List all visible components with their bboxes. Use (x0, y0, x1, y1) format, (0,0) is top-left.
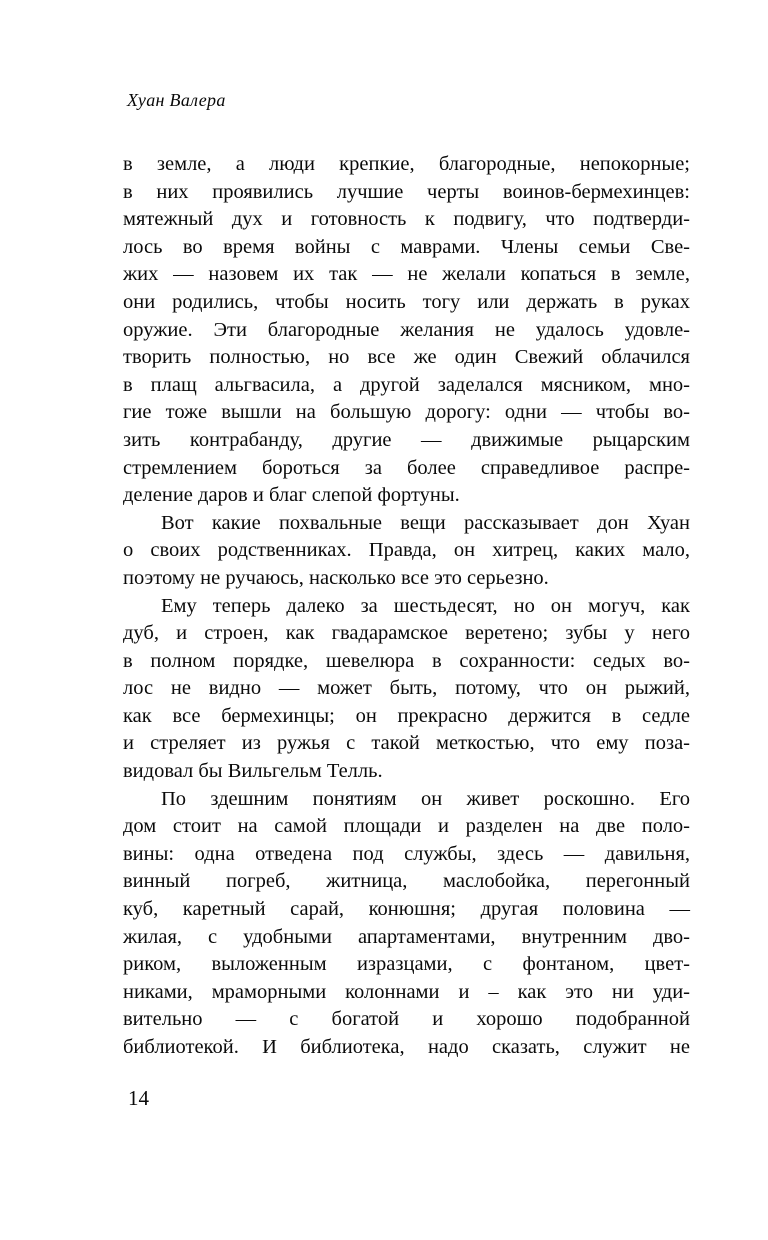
text-line: деление даров и благ слепой фортуны. (123, 484, 460, 507)
text-line: никами, мраморными колоннами и – как это ни уди- (123, 980, 690, 1003)
text-line: По здешним понятиям он живет роскошно. Его (161, 787, 690, 810)
text-line: мятежный дух и готовность к подвигу, что подтверди- (123, 208, 690, 231)
text-line: в полном порядке, шевелюра в сохранности: седых во- (123, 649, 690, 672)
text-line: они родились, чтобы носить тогу или держать в руках (123, 290, 690, 313)
text-line: жих — назовем их так — не желали копаться в земле, (123, 263, 690, 286)
text-line: гие тоже вышли на большую дорогу: одни — чтобы во- (123, 401, 690, 424)
text-line: винный погреб, житница, маслобойка, перегонный (123, 870, 690, 893)
text-line: лос не видно — может быть, потому, что он рыжий, (123, 677, 690, 700)
text-line: Ему теперь далеко за шестьдесят, но он могуч, как (161, 594, 690, 617)
page-number: 14 (128, 1086, 149, 1110)
text-line: о своих родственниках. Правда, он хитрец, каких мало, (123, 539, 690, 562)
text-line: оружие. Эти благородные желания не удалось удовле- (123, 318, 690, 341)
text-line: Вот какие похвальные вещи рассказывает дон Хуан (161, 511, 690, 534)
text-line: в них проявились лучшие черты воинов-бермехинцев: (123, 180, 690, 203)
text-line: жилая, с удобными апартаментами, внутренним дво- (123, 925, 690, 948)
text-line: зить контрабанду, другие — движимые рыцарским (123, 428, 690, 451)
text-line: куб, каретный сарай, конюшня; другая половина — (123, 898, 690, 921)
text-line: вины: одна отведена под службы, здесь — давильня, (123, 842, 690, 865)
text-line: в плащ альгвасила, а другой заделался мясником, мно- (123, 373, 690, 396)
text-line: и стреляет из ружья с такой меткостью, что ему поза- (123, 732, 690, 755)
body-text (123, 151, 690, 1062)
text-line: творить полностью, но все же один Свежий облачился (123, 346, 690, 369)
text-line: библиотекой. И библиотека, надо сказать, служит не (123, 1036, 690, 1058)
text-line: в земле, а люди крепкие, благородные, непокорные; (123, 153, 690, 175)
text-line: дуб, и строен, как гвадарамское веретено; зубы у него (123, 622, 690, 645)
text-line: лось во время войны с маврами. Члены семьи Све- (123, 235, 690, 258)
text-line: как все бермехинцы; он прекрасно держится в седле (123, 704, 690, 727)
text-line: видовал бы Вильгельм Телль. (123, 760, 383, 783)
text-line: поэтому не ручаюсь, насколько все это серьезно. (123, 566, 549, 589)
running-header: Хуан Валера (127, 90, 226, 110)
text-line: стремлением бороться за более справедливое распре- (123, 456, 690, 479)
text-line: риком, выложенным изразцами, с фонтаном, цвет- (123, 953, 690, 976)
text-line: дом стоит на самой площади и разделен на две поло- (123, 815, 690, 838)
text-line: вительно — с богатой и хорошо подобранной (123, 1008, 690, 1031)
